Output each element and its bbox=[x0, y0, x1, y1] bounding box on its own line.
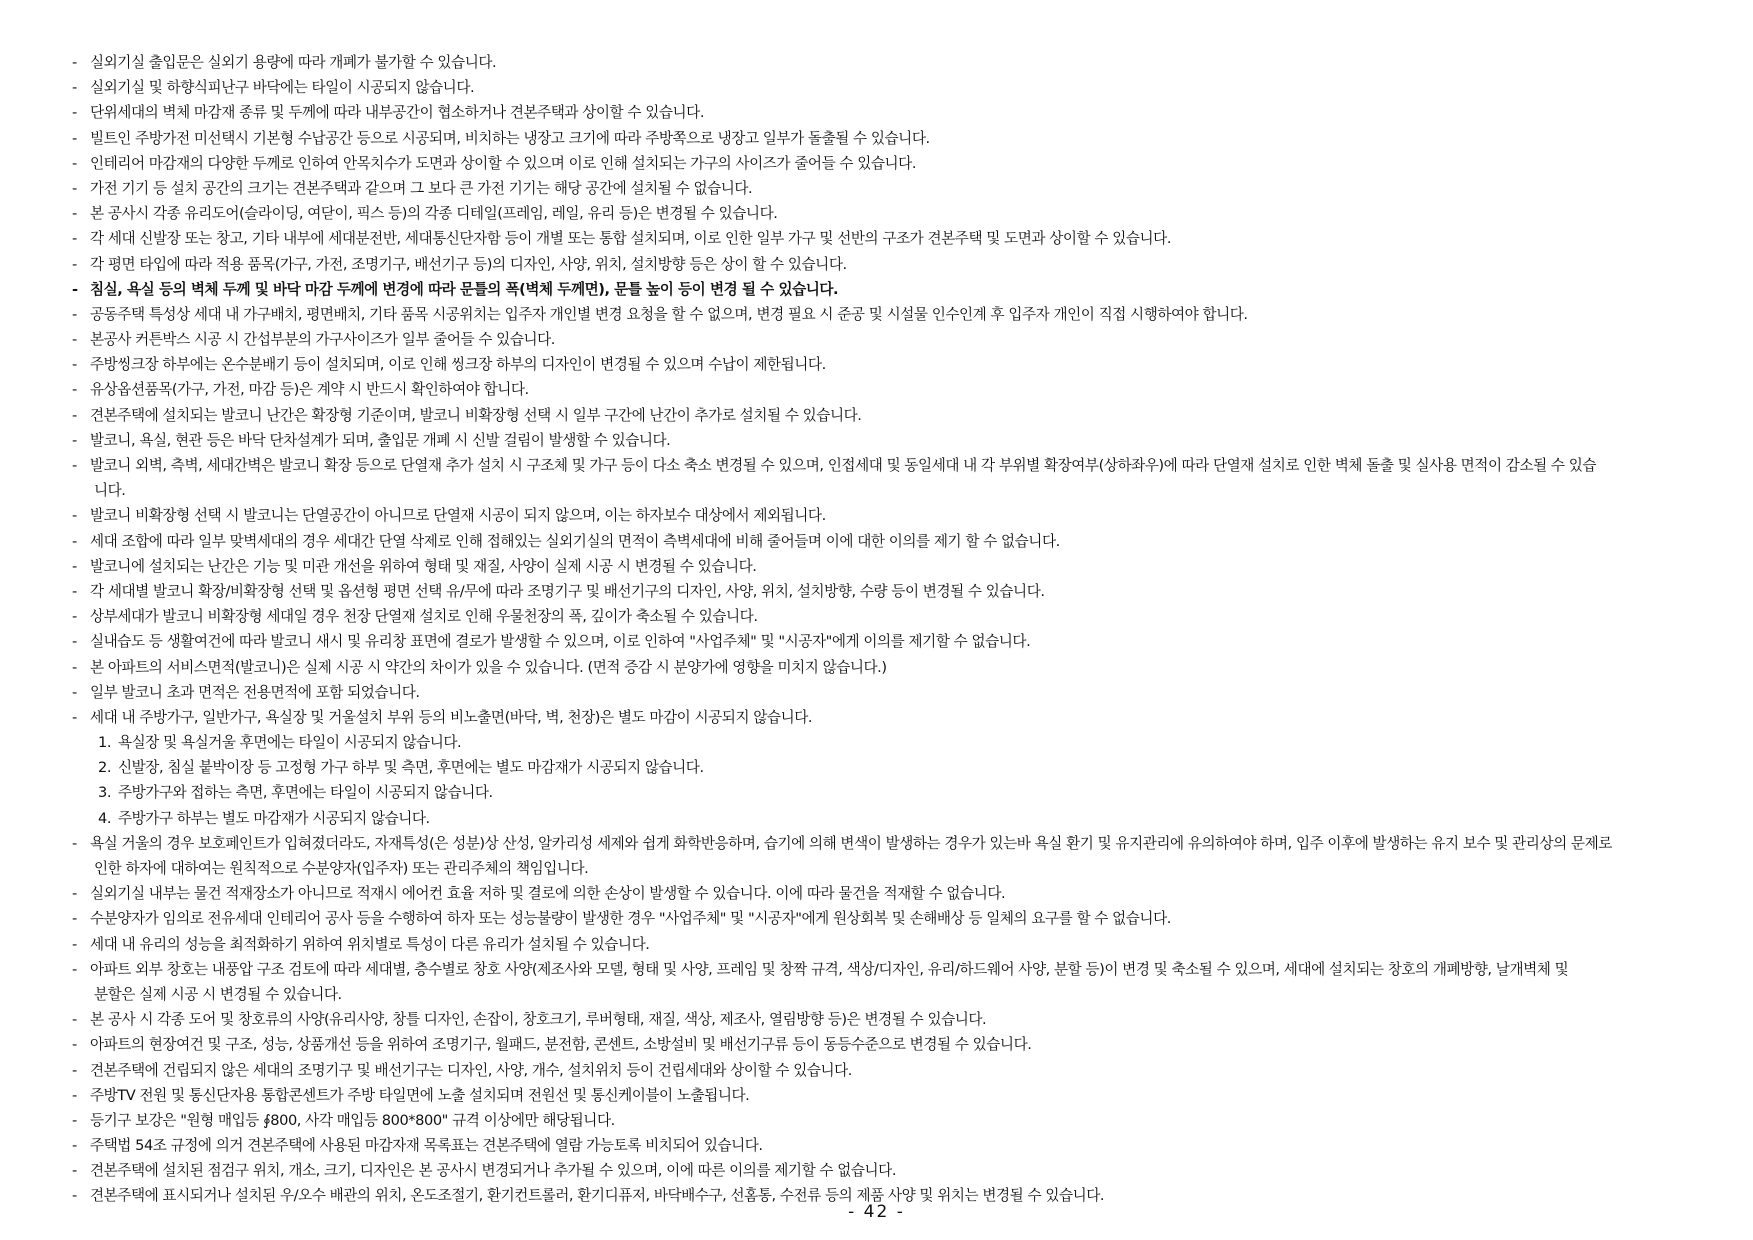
numbered-item bbox=[70, 755, 1710, 780]
page-number: - 42 - bbox=[848, 1202, 905, 1222]
notice-item: - 유상옵션품목(가구, 가전, 마감 등)은 계약 시 반드시 확인하여야 합니다. bbox=[70, 377, 1710, 402]
notice-item: - 견본주택에 설치되는 발코니 난간은 확장형 기준이며, 발코니 비확장형 선택 시 일부 구간에 난간이 추가로 설치될 수 있습니다. bbox=[70, 403, 1710, 428]
notice-item: - 본 공사 시 각종 도어 및 창호류의 사양(유리사양, 창틀 디자인, 손잡이, 창호크기, 루버형태, 재질, 색상, 제조사, 열림방향 등)은 변경될 수 있습니다. bbox=[70, 1007, 1710, 1032]
notice-item: - 실외기실 출입문은 실외기 용량에 따라 개폐가 불가할 수 있습니다. bbox=[70, 50, 1710, 75]
notice-item: - 실내습도 등 생활여건에 따라 발코니 새시 및 유리창 표면에 결로가 발생할 수 있으며, 이로 인하여 "사업주체" 및 "시공자"에게 이의를 제기할 수 없습니다. bbox=[70, 629, 1710, 654]
item-number: 2. bbox=[98, 759, 112, 777]
notice-item: - 각 세대 신발장 또는 창고, 기타 내부에 세대분전반, 세대통신단자함 등이 개별 또는 통합 설치되며, 이로 인한 일부 가구 및 선반의 구조가 견본주택 및 도면과 상이할 수 있습니다. bbox=[70, 226, 1710, 251]
notice-item: - 상부세대가 발코니 비확장형 세대일 경우 천장 단열재 설치로 인해 우물천장의 폭, 깊이가 축소될 수 있습니다. bbox=[70, 604, 1710, 629]
item-text: 욕실장 및 욕실거울 후면에는 타일이 시공되지 않습니다. bbox=[118, 734, 462, 752]
notice-item: - 견본주택에 설치된 점검구 위치, 개소, 크기, 디자인은 본 공사시 변경되거나 추가될 수 있으며, 이에 따른 이의를 제기할 수 없습니다. bbox=[70, 1158, 1710, 1183]
notice-continuation: 니다. bbox=[94, 482, 126, 500]
notice-item: - 공동주택 특성상 세대 내 가구배치, 평면배치, 기타 품목 시공위치는 입주자 개인별 변경 요청을 할 수 없으며, 변경 필요 시 준공 및 시설물 인수인계 후 입주자 개인이 직접 시행하여야 합니다. bbox=[70, 302, 1710, 327]
notice-item: - 세대 내 주방가구, 일반가구, 욕실장 및 거울설치 부위 등의 비노출면(바닥, 벽, 천장)은 별도 마감이 시공되지 않습니다. bbox=[70, 705, 1710, 730]
notice-item: - 본 공사시 각종 유리도어(슬라이딩, 여닫이, 픽스 등)의 각종 디테일(프레임, 레일, 유리 등)은 변경될 수 있습니다. bbox=[70, 201, 1710, 226]
notice-item: - 실외기실 내부는 물건 적재장소가 아니므로 적재시 에어컨 효율 저하 및 결로에 의한 손상이 발생할 수 있습니다. 이에 따라 물건을 적재할 수 없습니다. bbox=[70, 881, 1710, 906]
notice-item: - 빌트인 주방가전 미선택시 기본형 수납공간 등으로 시공되며, 비치하는 냉장고 크기에 따라 주방쪽으로 냉장고 일부가 돌출될 수 있습니다. bbox=[70, 126, 1710, 151]
notice-item: - 각 평면 타입에 따라 적용 품목(가구, 가전, 조명기구, 배선기구 등)의 디자인, 사양, 위치, 설치방향 등은 상이 할 수 있습니다. bbox=[70, 252, 1710, 277]
notice-item: - 본공사 커튼박스 시공 시 간섭부분의 가구사이즈가 일부 줄어들 수 있습니다. bbox=[70, 327, 1710, 352]
item-text: 주방가구 하부는 별도 마감재가 시공되지 않습니다. bbox=[118, 809, 430, 827]
numbered-item bbox=[70, 780, 1710, 805]
notice-item: - 세대 조합에 따라 일부 맞벽세대의 경우 세대간 단열 삭제로 인해 접해있는 실외기실의 면적이 측벽세대에 비해 줄어들며 이에 대한 이의를 제기 할 수 없습니다. bbox=[70, 529, 1710, 554]
notice-item: - 등기구 보강은 "원형 매입등 ∮800, 사각 매입등 800*800" 규격 이상에만 해당됩니다. bbox=[70, 1108, 1710, 1133]
notice-item: - 발코니에 설치되는 난간은 기능 및 미관 개선을 위하여 형태 및 재질, 사양이 실제 시공 시 변경될 수 있습니다. bbox=[70, 554, 1710, 579]
item-number: 1. bbox=[98, 734, 112, 752]
notice-item: - 아파트의 현장여건 및 구조, 성능, 상품개선 등을 위하여 조명기구, 월패드, 분전함, 콘센트, 소방설비 및 배선기구류 등이 동등수준으로 변경될 수 있습니다. bbox=[70, 1032, 1710, 1057]
notice-item: - 아파트 외부 창호는 내풍압 구조 검토에 따라 세대별, 층수별로 창호 사양(제조사와 모델, 형태 및 사양, 프레임 및 창짝 규격, 색상/디자인, 유리/하드웨어 사양, 분할 등)이 변경 및 축소될 수 있으며, 세대에 설치되는 창호의 개폐방향, 날개벽체 및 bbox=[70, 957, 1710, 982]
notice-item: - 가전 기기 등 설치 공간의 크기는 견본주택과 같으며 그 보다 큰 가전 기기는 해당 공간에 설치될 수 없습니다. bbox=[70, 176, 1710, 201]
notice-item: - 실외기실 및 하향식피난구 바닥에는 타일이 시공되지 않습니다. bbox=[70, 75, 1710, 100]
notice-item: - 일부 발코니 초과 면적은 전용면적에 포함 되었습니다. bbox=[70, 680, 1710, 705]
notice-list bbox=[70, 50, 1710, 1209]
item-text: 주방가구와 접하는 측면, 후면에는 타일이 시공되지 않습니다. bbox=[118, 784, 493, 802]
notice-item: - 발코니 비확장형 선택 시 발코니는 단열공간이 아니므로 단열재 시공이 되지 않으며, 이는 하자보수 대상에서 제외됩니다. bbox=[70, 503, 1710, 528]
numbered-item bbox=[70, 806, 1710, 831]
notice-item: - 인테리어 마감재의 다양한 두께로 인하여 안목치수가 도면과 상이할 수 있으며 이로 인해 설치되는 가구의 사이즈가 줄어들 수 있습니다. bbox=[70, 151, 1710, 176]
notice-item: - 견본주택에 건립되지 않은 세대의 조명기구 및 배선기구는 디자인, 사양, 개수, 설치위치 등이 건립세대와 상이할 수 있습니다. bbox=[70, 1058, 1710, 1083]
item-text: 신발장, 침실 붙박이장 등 고정형 가구 하부 및 측면, 후면에는 별도 마감재가 시공되지 않습니다. bbox=[118, 759, 704, 777]
notice-item: - 발코니, 욕실, 현관 등은 바닥 단차설계가 되며, 출입문 개폐 시 신발 걸림이 발생할 수 있습니다. bbox=[70, 428, 1710, 453]
notice-item: - 본 아파트의 서비스면적(발코니)은 실제 시공 시 약간의 차이가 있을 수 있습니다. (면적 증감 시 분양가에 영향을 미치지 않습니다.) bbox=[70, 655, 1710, 680]
notice-item: - 주방TV 전원 및 통신단자용 통합콘센트가 주방 타일면에 노출 설치되며 전원선 및 통신케이블이 노출됩니다. bbox=[70, 1083, 1710, 1108]
notice-item: - 수분양자가 임의로 전유세대 인테리어 공사 등을 수행하여 하자 또는 성능불량이 발생한 경우 "사업주체" 및 "시공자"에게 원상회복 및 손해배상 등 일체의 요구를 할 수 없습니다. bbox=[70, 906, 1710, 931]
notice-item: - 발코니 외벽, 측벽, 세대간벽은 발코니 확장 등으로 단열재 추가 설치 시 구조체 및 가구 등이 다소 축소 변경될 수 있으며, 인접세대 및 동일세대 내 각 부위별 확장여부(상하좌우)에 따라 단열재 설치로 인한 벽체 돌출 및 실사용 면적이 감소될 수 있습 bbox=[70, 453, 1710, 478]
notice-item: - 각 세대별 발코니 확장/비확장형 선택 및 옵션형 평면 선택 유/무에 따라 조명기구 및 배선기구의 디자인, 사양, 위치, 설치방향, 수량 등이 변경될 수 있습니다. bbox=[70, 579, 1710, 604]
notice-item: - 침실, 욕실 등의 벽체 두께 및 바닥 마감 두께에 변경에 따라 문틀의 폭(벽체 두께면), 문틀 높이 등이 변경 될 수 있습니다. bbox=[70, 277, 1710, 302]
notice-continuation: 인한 하자에 대하여는 원칙적으로 수분양자(입주자) 또는 관리주체의 책임입니다. bbox=[94, 860, 589, 877]
notice-continuation: 분할은 실제 시공 시 변경될 수 있습니다. bbox=[94, 985, 342, 1003]
item-number: 4. bbox=[98, 809, 112, 827]
notice-item: - 세대 내 유리의 성능을 최적화하기 위하여 위치별로 특성이 다른 유리가 설치될 수 있습니다. bbox=[70, 932, 1710, 957]
notice-item: - 단위세대의 벽체 마감재 종류 및 두께에 따라 내부공간이 협소하거나 견본주택과 상이할 수 있습니다. bbox=[70, 100, 1710, 125]
numbered-item bbox=[70, 730, 1710, 755]
notice-item: - 주택법 54조 규정에 의거 견본주택에 사용된 마감자재 목록표는 견본주택에 열람 가능토록 비치되어 있습니다. bbox=[70, 1133, 1710, 1158]
notice-item: - 주방씽크장 하부에는 온수분배기 등이 설치되며, 이로 인해 씽크장 하부의 디자인이 변경될 수 있으며 수납이 제한됩니다. bbox=[70, 352, 1710, 377]
item-number: 3. bbox=[98, 784, 112, 802]
notice-item: - 욕실 거울의 경우 보호페인트가 입혀졌더라도, 자재특성(은 성분)상 산성, 알카리성 세제와 쉽게 화학반응하며, 습기에 의해 변색이 발생하는 경우가 있는바 욕실 환기 및 유지관리에 유의하여야 하며, 입주 이후에 발생하는 유지 보수 및 관리상의 문제로 bbox=[70, 831, 1710, 856]
notice-item: - 견본주택에 표시되거나 설치된 우/오수 배관의 위치, 온도조절기, 환기컨트롤러, 환기디퓨저, 바닥배수구, 선홈통, 수전류 등의 제품 사양 및 위치는 변경될 수 있습니다. bbox=[70, 1183, 1710, 1208]
